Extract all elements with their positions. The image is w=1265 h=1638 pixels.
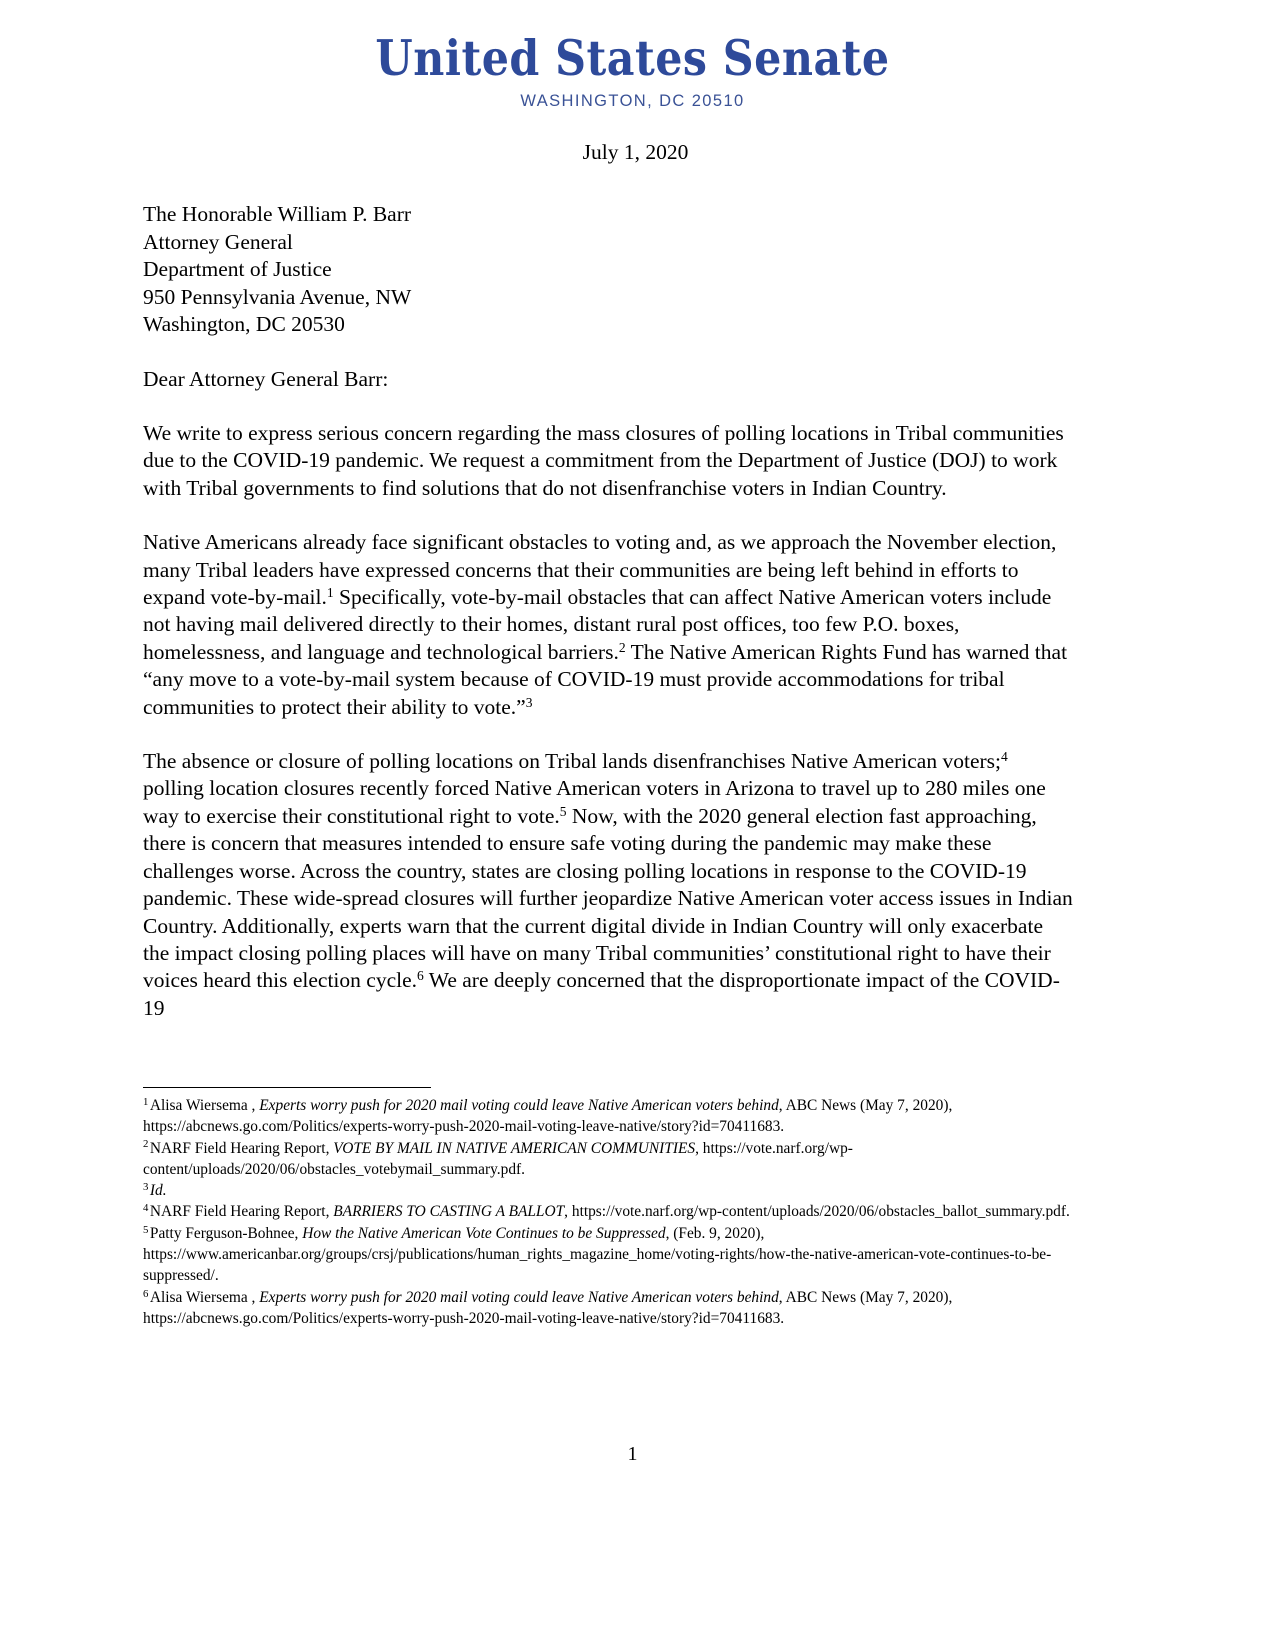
footnote-ref-2[interactable]: 2	[618, 639, 626, 655]
footnote-author: Patty Ferguson-Bohnee,	[149, 1224, 303, 1242]
footnote-item	[143, 1201, 1078, 1222]
paragraph-3-text-c: Now, with the 2020 general election fast approaching, there is concern that measures intended to ensure safe voting during the pandemic may make these challenges worse. Across the country, states are closing polling locations in response to the COVID-19 pandemic. These wide-spread closures will further jeopardize Native American voter access issues in Indian Country. Additionally, experts warn that the current digital divide in Indian Country will only exacerbate the impact closing polling places will have on many Tribal communities’ constitutional right to have their voices heard this election cycle.	[143, 803, 1073, 993]
paragraph-2-text-b: Specifically, vote-by-mail obstacles that can affect Native American voters include not having mail delivered directly to their homes, distant rural post offices, too few P.O. boxes, homelessness, and language and technological barriers.	[143, 585, 1052, 664]
footnote-author: NARF Field Hearing Report,	[149, 1203, 334, 1221]
footnote-item	[143, 1287, 1078, 1330]
letter-body	[143, 140, 1073, 1049]
footnote-citation: , https://vote.narf.org/wp-content/uploads/2020/06/obstacles_votebymail_summary.pdf.	[143, 1139, 853, 1178]
footnote-title: Experts worry push for 2020 mail voting could leave Native American voters behind	[259, 1097, 779, 1114]
recipient-name: The Honorable William P. Barr	[143, 202, 412, 226]
recipient-title: Attorney General	[143, 229, 293, 254]
recipient-agency: Department of Justice	[143, 257, 332, 281]
footnote-citation: , (Feb. 9, 2020), https://www.americanbar.org/groups/crsj/publications/human_rights_magazine_home/voting-rights/how-the-native-american-vote-continues-to-be-suppressed/.	[143, 1224, 1052, 1285]
letterhead	[0, 0, 1265, 111]
footnote-marker[interactable]: 2	[143, 1138, 149, 1151]
footnote-marker[interactable]: 4	[143, 1202, 149, 1215]
recipient-address-block	[143, 201, 1073, 339]
paragraph-1-text: We write to express serious concern regarding the mass closures of polling locations in Tribal communities due to the COVID-19 pandemic. We request a commitment from the Department of Justice (DOJ) to work with Tribal governments to find solutions that do not disenfranchise voters in Indian Country.	[143, 421, 1064, 500]
footnote-author: NARF Field Hearing Report,	[149, 1139, 334, 1157]
footnote-ref-1[interactable]: 1	[326, 585, 334, 600]
senate-letterhead-subtitle: WASHINGTON, DC 20510	[520, 92, 745, 110]
paragraph-3-text-d: We are deeply concerned that the disproportionate impact of the COVID-19	[143, 968, 1060, 1020]
footnote-ref-6[interactable]: 6	[417, 968, 424, 984]
footnote-marker[interactable]: 6	[143, 1287, 149, 1300]
paragraph-2	[143, 529, 1073, 721]
footnote-citation: , ABC News (May 7, 2020), https://abcnews.go.com/Politics/experts-worry-push-2020-mail-voting-leave-native/story?id=70411683.	[143, 1097, 953, 1136]
footnote-citation: , ABC News (May 7, 2020), https://abcnews.go.com/Politics/experts-worry-push-2020-mail-voting-leave-native/story?id=70411683.	[143, 1288, 953, 1327]
recipient-city-state-zip: Washington, DC 20530	[143, 312, 345, 336]
footnote-title: BARRIERS TO CASTING A BALLOT	[333, 1203, 565, 1221]
recipient-street: 950 Pennsylvania Avenue, NW	[143, 284, 412, 309]
footnote-item	[143, 1095, 1078, 1138]
paragraph-2-text-a: Native Americans already face significant obstacles to voting and, as we approach the November election, many Tribal leaders have expressed concerns that their communities are being left behind in efforts to expand vote-by-mail.	[143, 530, 1057, 610]
footnote-marker[interactable]: 1	[143, 1095, 149, 1108]
footnote-item	[143, 1138, 1078, 1181]
footnote-title: How the Native American Vote Continues to be Suppressed	[302, 1224, 666, 1242]
paragraph-3	[143, 748, 1073, 1022]
footnote-ref-4[interactable]: 4	[1001, 749, 1008, 765]
footnote-separator-rule	[143, 1087, 431, 1088]
page-number: 1	[627, 1443, 638, 1465]
letter-date: July 1, 2020	[582, 140, 689, 164]
footnote-ref-5[interactable]: 5	[559, 803, 567, 819]
footnote-author: Alisa Wiersema ,	[149, 1097, 260, 1114]
footnote-ref-3[interactable]: 3	[525, 694, 533, 710]
senate-letterhead-title: United States Senate	[375, 29, 890, 87]
footnote-list	[143, 1095, 1078, 1329]
footnote-item	[143, 1223, 1078, 1287]
footnote-title: Id.	[149, 1182, 167, 1200]
footnote-marker[interactable]: 3	[143, 1181, 149, 1194]
footnote-title: VOTE BY MAIL IN NATIVE AMERICAN COMMUNITIES	[333, 1139, 696, 1157]
salutation: Dear Attorney General Barr:	[143, 366, 389, 391]
footnote-citation: , https://vote.narf.org/wp-content/uploads/2020/06/obstacles_ballot_summary.pdf.	[564, 1203, 1070, 1221]
footnote-author: Alisa Wiersema ,	[149, 1288, 260, 1306]
footnote-marker[interactable]: 5	[143, 1223, 149, 1236]
paragraph-2-text-c: The Native American Rights Fund has warned that “any move to a vote-by-mail system because of COVID-19 must provide accommodations for tribal communities to protect their ability to vote.”	[143, 639, 1068, 719]
paragraph-1	[143, 420, 1073, 502]
footnote-title: Experts worry push for 2020 mail voting could leave Native American voters behind	[259, 1288, 779, 1306]
paragraph-3-text-b: polling location closures recently forced Native American voters in Arizona to travel up to 280 miles one way to exercise their constitutional right to vote.	[143, 776, 1046, 828]
paragraph-3-text-a: The absence or closure of polling locations on Tribal lands disenfranchises Native American voters;	[143, 749, 1001, 774]
footnotes-section	[143, 1087, 1078, 1329]
footnote-item	[143, 1180, 1078, 1201]
